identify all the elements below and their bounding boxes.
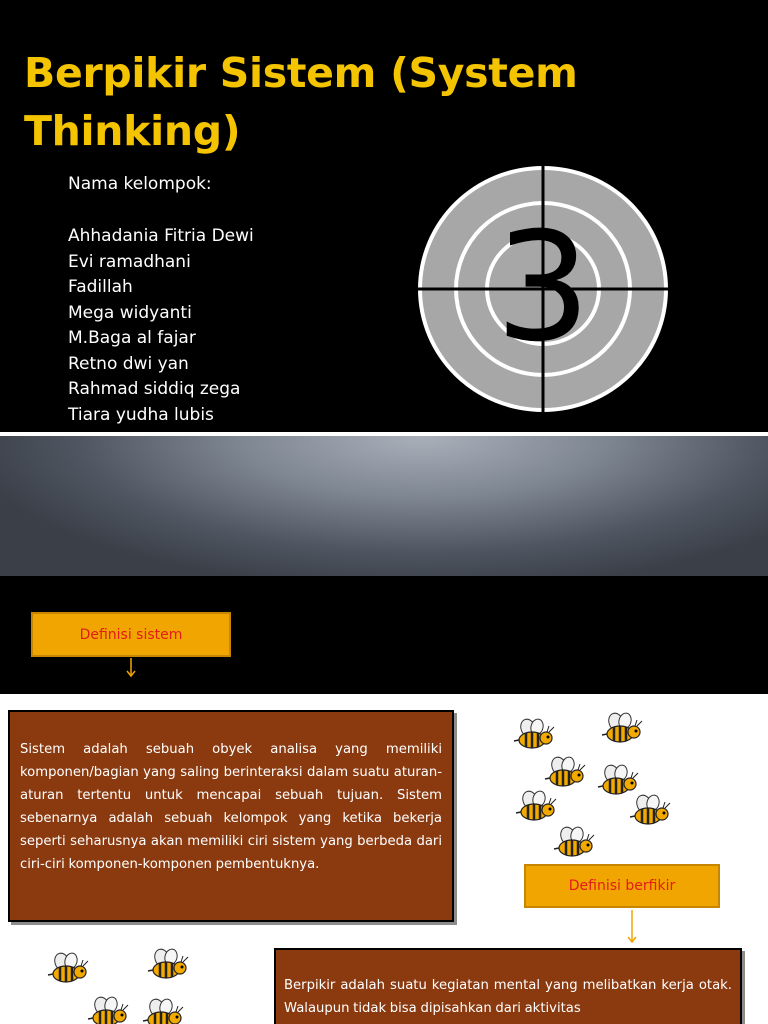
slide-title-heading: Berpikir Sistem (System Thinking) xyxy=(24,49,578,155)
gradient-band xyxy=(0,436,768,576)
member-item: Mega widyanti xyxy=(68,302,192,323)
member-list xyxy=(68,224,254,428)
member-item: Tiara yudha lubis xyxy=(68,404,214,425)
bee-icon xyxy=(630,793,670,824)
slide-definitions xyxy=(0,698,768,1024)
sistem-definition-box xyxy=(8,710,454,922)
berfikir-definition-text: Berpikir adalah suatu kegiatan mental yang melibatkan kerja otak. Walaupun tidak bisa dipisahkan dari aktivitas xyxy=(284,978,732,1016)
countdown-target-icon xyxy=(416,164,670,414)
bee-icon xyxy=(602,711,642,742)
bee-icon xyxy=(143,997,183,1024)
member-item: M.Baga al fajar xyxy=(68,328,196,348)
bee-icon xyxy=(148,947,188,978)
countdown-number: 3 xyxy=(495,201,591,375)
member-item: Retno dwi yan xyxy=(68,353,189,374)
group-label: Nama kelompok: xyxy=(68,174,212,194)
bee-icon xyxy=(516,789,556,820)
member-item: Fadillah xyxy=(68,277,133,297)
arrow-down-icon xyxy=(124,658,138,678)
arrow-down-icon xyxy=(625,910,639,944)
sistem-definition-text: Sistem adalah sebuah obyek analisa yang memiliki komponen/bagian yang saling berinteraksi dalam suatu aturan-aturan tertentu untuk mencapai sebuah tujuan. Sistem sebenarnya adalah sebuah kelompok yang ketika bekerja seperti seharusnya akan memiliki ciri sistem yang berbeda dari ciri-ciri komponen-komponen pembentuknya. xyxy=(20,742,442,872)
bee-icon xyxy=(48,951,88,982)
bee-icon xyxy=(598,763,638,794)
bee-icon xyxy=(554,825,594,856)
bee-icon xyxy=(514,717,554,748)
slide-title xyxy=(0,0,768,432)
member-item: Rahmad siddiq zega xyxy=(68,379,241,399)
berfikir-definition-box xyxy=(274,948,742,1024)
bee-icon xyxy=(36,936,236,1024)
definisi-sistem-button[interactable]: Definisi sistem xyxy=(31,612,231,657)
definisi-berfikir-button[interactable]: Definisi berfikir xyxy=(524,864,720,908)
member-item: Evi ramadhani xyxy=(68,251,191,272)
member-item: Ahhadania Fitria Dewi xyxy=(68,226,254,246)
bee-icon xyxy=(88,995,128,1024)
bee-icon xyxy=(508,704,708,860)
bee-icon xyxy=(545,755,585,786)
slide-definisi-sistem xyxy=(0,436,768,694)
